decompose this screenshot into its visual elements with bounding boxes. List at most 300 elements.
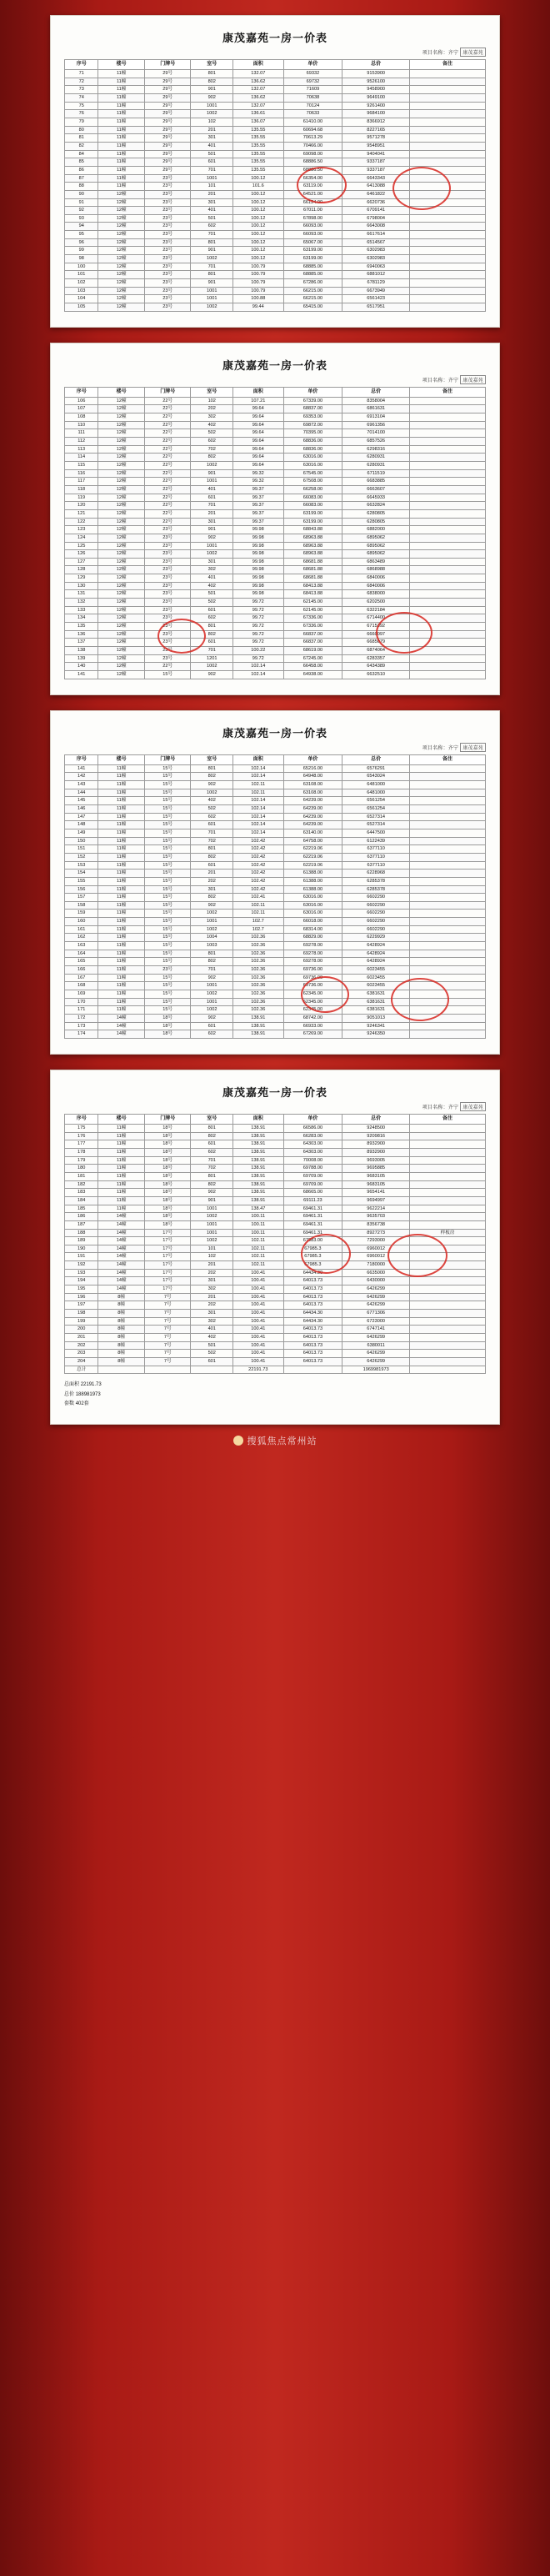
table-cell: 22号 <box>144 454 191 462</box>
table-cell: 11幢 <box>98 918 145 926</box>
table-row <box>65 231 486 239</box>
table-cell: 69872.00 <box>283 421 342 429</box>
table-body-4 <box>65 1124 486 1373</box>
table-cell: 602 <box>191 1148 233 1156</box>
col-room: 室号 <box>191 60 233 70</box>
table-cell: 100.12 <box>232 238 283 247</box>
table-cell: 402 <box>191 1334 233 1342</box>
table-cell: 135.55 <box>232 142 283 150</box>
table-cell: 12幢 <box>98 623 145 631</box>
table-row <box>65 526 486 534</box>
table-cell: 22号 <box>144 478 191 486</box>
table-cell: 93 <box>65 214 98 223</box>
table-cell: 401 <box>191 574 233 583</box>
table-cell: 66215.00 <box>283 295 342 303</box>
table-cell <box>410 126 486 134</box>
table-cell: 135.55 <box>232 134 283 143</box>
col-area: 面积 <box>232 387 283 397</box>
page-subtitle-text: 项目名称：齐宁 <box>422 1105 459 1110</box>
table-row <box>65 1196 486 1205</box>
table-cell: 6602290 <box>342 918 410 926</box>
table-cell: 70466.00 <box>283 142 342 150</box>
table-cell: 144 <box>65 789 98 797</box>
table-cell: 8幢 <box>98 1326 145 1334</box>
table-cell: 11幢 <box>98 813 145 821</box>
table-cell: 111 <box>65 429 98 438</box>
table-cell: 18号 <box>144 1189 191 1197</box>
table-cell: 11幢 <box>98 966 145 975</box>
table-cell <box>410 821 486 829</box>
watermark-badge <box>233 1434 318 1447</box>
table-cell: 1002 <box>191 990 233 999</box>
table-cell <box>410 1124 486 1132</box>
table-row <box>65 861 486 870</box>
table-cell: 151 <box>65 845 98 854</box>
table-cell: 22号 <box>144 413 191 422</box>
table-cell: 8幢 <box>98 1334 145 1342</box>
table-row <box>65 478 486 486</box>
table-cell: 62345.00 <box>283 990 342 999</box>
table-cell: 64239.00 <box>283 804 342 813</box>
table-cell: 90 <box>65 190 98 198</box>
table-cell: 100.79 <box>232 287 283 295</box>
table-cell: 18号 <box>144 1015 191 1023</box>
table-cell: 158 <box>65 901 98 910</box>
table-cell: 23号 <box>144 287 191 295</box>
table-cell: 67983.00 <box>283 1237 342 1245</box>
table-cell: 100.41 <box>232 1310 283 1318</box>
table-cell <box>410 166 486 174</box>
table-cell: 163 <box>65 942 98 950</box>
table-cell: 6527314 <box>342 821 410 829</box>
table-cell: 102.36 <box>232 950 283 958</box>
table-cell: 12幢 <box>98 663 145 671</box>
table-cell <box>410 78 486 86</box>
table-cell: 70613.29 <box>283 134 342 143</box>
table-cell: 11幢 <box>98 853 145 861</box>
table-cell: 6685079 <box>342 639 410 647</box>
table-cell: 8358004 <box>342 397 410 405</box>
table-cell <box>410 574 486 583</box>
table-cell: 802 <box>191 1132 233 1140</box>
table-cell: 99.37 <box>232 502 283 510</box>
table-cell: 12幢 <box>98 223 145 231</box>
table-cell: 801 <box>191 70 233 78</box>
table-cell: 110 <box>65 421 98 429</box>
table-cell: 6857526 <box>342 437 410 445</box>
table-cell: 23号 <box>144 623 191 631</box>
table-cell: 23号 <box>144 606 191 614</box>
table-cell: 101 <box>191 183 233 191</box>
table-body-2 <box>65 397 486 679</box>
table-cell: 9684100 <box>342 110 410 118</box>
table-cell: 801 <box>191 764 233 773</box>
table-cell: 69788.00 <box>283 1165 342 1173</box>
table-cell: 117 <box>65 478 98 486</box>
table-cell: 802 <box>191 630 233 639</box>
table-cell: 175 <box>65 1124 98 1132</box>
table-cell: 202 <box>191 405 233 413</box>
table-row <box>65 502 486 510</box>
table-row <box>65 925 486 934</box>
table-cell: 6023455 <box>342 974 410 982</box>
price-table <box>64 754 486 1039</box>
table-row <box>65 1358 486 1366</box>
table-cell: 85 <box>65 158 98 167</box>
table-cell: 64434.30 <box>283 1317 342 1326</box>
table-cell: 1001 <box>191 982 233 990</box>
table-row <box>65 773 486 781</box>
table-cell: 12幢 <box>98 397 145 405</box>
table-cell: 23号 <box>144 198 191 207</box>
table-cell: 301 <box>191 1277 233 1285</box>
table-row <box>65 279 486 288</box>
table-cell: 6426299 <box>342 1285 410 1294</box>
document-viewer <box>0 15 550 1491</box>
table-cell: 302 <box>191 566 233 574</box>
table-cell: 138.91 <box>232 1022 283 1030</box>
table-cell <box>410 1132 486 1140</box>
table-cell: 901 <box>191 86 233 94</box>
table-row <box>65 1293 486 1301</box>
table-cell: 62345.00 <box>283 998 342 1006</box>
table-cell <box>410 853 486 861</box>
table-cell: 99.64 <box>232 429 283 438</box>
table-cell: 102.11 <box>232 910 283 918</box>
table-cell: 64013.73 <box>283 1293 342 1301</box>
col-area: 面积 <box>232 1114 283 1124</box>
table-cell: 11幢 <box>98 150 145 158</box>
col-unitprice: 单价 <box>283 387 342 397</box>
table-cell: 6747141 <box>342 1326 410 1334</box>
table-cell: 102.11 <box>232 1245 283 1253</box>
table-cell: 100.41 <box>232 1285 283 1294</box>
table-body-3 <box>65 764 486 1038</box>
table-cell: 100.12 <box>232 174 283 183</box>
table-cell: 1003 <box>191 942 233 950</box>
table-cell <box>410 214 486 223</box>
table-cell: 12幢 <box>98 231 145 239</box>
table-cell <box>410 1220 486 1229</box>
table-cell <box>410 86 486 94</box>
table-cell <box>410 894 486 902</box>
table-cell: 142 <box>65 773 98 781</box>
table-cell: 63016.00 <box>283 454 342 462</box>
table-cell: 902 <box>191 1189 233 1197</box>
table-cell <box>410 526 486 534</box>
table-cell <box>410 877 486 885</box>
table-cell: 22号 <box>144 509 191 518</box>
table-cell: 100.12 <box>232 255 283 263</box>
table-cell: 502 <box>191 599 233 607</box>
table-cell: 701 <box>191 166 233 174</box>
table-cell: 68413.88 <box>283 582 342 590</box>
table-cell: 901 <box>191 279 233 288</box>
table-cell: 12幢 <box>98 558 145 566</box>
table-cell: 68413.88 <box>283 590 342 599</box>
table-cell: 23号 <box>144 238 191 247</box>
table-cell: 6426299 <box>342 1293 410 1301</box>
table-cell: 135.55 <box>232 126 283 134</box>
table-cell: 11幢 <box>98 934 145 942</box>
table-cell <box>410 663 486 671</box>
table-cell: 135 <box>65 623 98 631</box>
table-cell: 132.07 <box>232 102 283 110</box>
table-cell: 18号 <box>144 1220 191 1229</box>
table-cell: 15号 <box>144 877 191 885</box>
table-cell: 99.44 <box>232 303 283 312</box>
table-cell: 18号 <box>144 1156 191 1165</box>
table-cell: 6617614 <box>342 231 410 239</box>
table-cell: 9051013 <box>342 1015 410 1023</box>
table-cell: 12幢 <box>98 630 145 639</box>
table-cell: 15号 <box>144 982 191 990</box>
col-index: 序号 <box>65 754 98 764</box>
table-cell <box>410 885 486 894</box>
table-row <box>65 590 486 599</box>
table-cell: 95 <box>65 231 98 239</box>
table-cell: 12幢 <box>98 606 145 614</box>
table-cell <box>410 599 486 607</box>
table-cell: 901 <box>191 247 233 255</box>
table-cell: 100.41 <box>232 1269 283 1277</box>
table-cell: 62219.06 <box>283 861 342 870</box>
table-cell: 202 <box>191 877 233 885</box>
table-cell <box>410 110 486 118</box>
table-cell <box>410 190 486 198</box>
table-cell: 总计 <box>65 1366 98 1374</box>
table-cell: 102.14 <box>232 764 283 773</box>
table-cell: 9246341 <box>342 1022 410 1030</box>
table-cell: 602 <box>191 1030 233 1039</box>
table-cell: 601 <box>191 639 233 647</box>
table-cell: 12幢 <box>98 478 145 486</box>
table-row <box>65 1237 486 1245</box>
table-cell: 70395.00 <box>283 429 342 438</box>
table-cell: 1001 <box>191 478 233 486</box>
table-cell: 11幢 <box>98 110 145 118</box>
table-cell <box>410 837 486 845</box>
table-row <box>65 1350 486 1358</box>
table-row <box>65 1317 486 1326</box>
table-cell <box>410 606 486 614</box>
table-cell: 91 <box>65 198 98 207</box>
table-cell: 100.41 <box>232 1293 283 1301</box>
table-cell: 63016.00 <box>283 901 342 910</box>
page-subtitle-text: 项目名称：齐宁 <box>422 378 459 383</box>
summary-count-value: 402套 <box>75 1401 89 1407</box>
table-cell: 11幢 <box>98 804 145 813</box>
table-cell <box>410 1334 486 1342</box>
table-row <box>65 942 486 950</box>
table-cell: 12幢 <box>98 445 145 454</box>
table-cell: 201 <box>191 1261 233 1270</box>
sohu-logo-icon <box>233 1436 243 1446</box>
table-cell: 12幢 <box>98 461 145 469</box>
table-cell: 11幢 <box>98 829 145 837</box>
table-row <box>65 870 486 878</box>
table-cell: 202 <box>191 1301 233 1310</box>
table-cell: 23号 <box>144 263 191 271</box>
table-row <box>65 70 486 78</box>
table-cell: 102.36 <box>232 1006 283 1015</box>
table-cell: 6882000 <box>342 526 410 534</box>
table-cell: 23号 <box>144 295 191 303</box>
price-table <box>64 387 486 679</box>
table-cell: 7号 <box>144 1326 191 1334</box>
table-cell: 6413088 <box>342 183 410 191</box>
table-cell: 99.64 <box>232 421 283 429</box>
table-cell: 15号 <box>144 910 191 918</box>
table-cell: 72 <box>65 78 98 86</box>
table-cell: 401 <box>191 485 233 494</box>
table-cell: 22191.73 <box>232 1366 283 1374</box>
table-cell: 12幢 <box>98 574 145 583</box>
table-cell: 23号 <box>144 183 191 191</box>
table-cell <box>410 1350 486 1358</box>
table-cell: 6683885 <box>342 478 410 486</box>
table-cell: 60694.68 <box>283 126 342 134</box>
table-cell: 126 <box>65 550 98 559</box>
table-row <box>65 998 486 1006</box>
table-cell <box>410 255 486 263</box>
table-row <box>65 110 486 118</box>
table-cell <box>410 454 486 462</box>
table-cell: 11幢 <box>98 877 145 885</box>
table-cell: 70124 <box>283 102 342 110</box>
table-cell: 6840006 <box>342 582 410 590</box>
table-cell: 15号 <box>144 885 191 894</box>
table-cell <box>410 198 486 207</box>
table-cell: 102.14 <box>232 663 283 671</box>
table-cell: 11幢 <box>98 925 145 934</box>
table-row <box>65 566 486 574</box>
table-cell: 6895062 <box>342 550 410 559</box>
table-row <box>65 599 486 607</box>
table-cell <box>410 174 486 183</box>
table-cell: 66837.00 <box>283 639 342 647</box>
table-row <box>65 639 486 647</box>
table-cell: 181 <box>65 1172 98 1180</box>
table-cell: 102.14 <box>232 804 283 813</box>
table-row <box>65 1030 486 1039</box>
table-cell: 82 <box>65 142 98 150</box>
table-cell: 12幢 <box>98 639 145 647</box>
table-cell: 201 <box>191 509 233 518</box>
table-cell: 68314.00 <box>283 925 342 934</box>
table-cell: 179 <box>65 1156 98 1165</box>
table-cell: 138.91 <box>232 1148 283 1156</box>
table-cell: 29号 <box>144 150 191 158</box>
table-cell <box>410 974 486 982</box>
table-cell <box>410 990 486 999</box>
table-cell: 9153900 <box>342 70 410 78</box>
table-cell: 11幢 <box>98 1180 145 1189</box>
table-cell: 141 <box>65 671 98 679</box>
table-cell: 9683105 <box>342 1172 410 1180</box>
table-row <box>65 134 486 143</box>
table-cell: 102.36 <box>232 982 283 990</box>
table-cell <box>410 1358 486 1366</box>
table-cell: 64013.73 <box>283 1326 342 1334</box>
table-cell: 11幢 <box>98 797 145 805</box>
col-total: 总价 <box>342 60 410 70</box>
table-row <box>65 445 486 454</box>
table-cell: 153 <box>65 861 98 870</box>
table-cell <box>410 1189 486 1197</box>
table-cell: 18号 <box>144 1030 191 1039</box>
table-cell: 157 <box>65 894 98 902</box>
table-cell: 8幢 <box>98 1310 145 1318</box>
table-cell: 189 <box>65 1237 98 1245</box>
table-cell <box>410 639 486 647</box>
table-cell: 138.91 <box>232 1172 283 1180</box>
table-cell: 22号 <box>144 485 191 494</box>
table-cell: 64013.73 <box>283 1301 342 1310</box>
table-row <box>65 1148 486 1156</box>
table-cell: 9571278 <box>342 134 410 143</box>
table-cell: 1001 <box>191 1205 233 1213</box>
table-cell <box>410 542 486 550</box>
table-row <box>65 1326 486 1334</box>
table-cell <box>98 1366 145 1374</box>
table-cell <box>410 1269 486 1277</box>
table-cell: 7号 <box>144 1341 191 1350</box>
table-cell: 203 <box>65 1350 98 1358</box>
table-cell: 501 <box>191 1341 233 1350</box>
col-total: 总价 <box>342 754 410 764</box>
table-cell: 99.98 <box>232 534 283 542</box>
table-cell: 6428924 <box>342 950 410 958</box>
table-cell: 61410.00 <box>283 118 342 126</box>
table-cell: 64434.30 <box>283 1310 342 1318</box>
table-cell <box>410 93 486 102</box>
table-cell: 64239.00 <box>283 821 342 829</box>
project-stamp: 康茂嘉苑 <box>460 1102 486 1111</box>
table-cell <box>410 1245 486 1253</box>
table-cell: 6023455 <box>342 966 410 975</box>
table-cell: 102.14 <box>232 821 283 829</box>
price-table-page-4 <box>50 1070 500 1426</box>
project-stamp: 康茂嘉苑 <box>460 743 486 752</box>
table-row <box>65 150 486 158</box>
table-cell: 11幢 <box>98 126 145 134</box>
table-cell: 7号 <box>144 1301 191 1310</box>
table-cell: 15号 <box>144 870 191 878</box>
table-cell: 61388.00 <box>283 885 342 894</box>
table-cell: 167 <box>65 974 98 982</box>
table-cell: 6280931 <box>342 454 410 462</box>
table-cell: 6643008 <box>342 223 410 231</box>
table-cell: 23号 <box>144 255 191 263</box>
table-cell: 70633 <box>283 110 342 118</box>
table-cell: 132.07 <box>232 86 283 94</box>
table-cell: 69732 <box>283 78 342 86</box>
table-cell: 9695885 <box>342 1165 410 1173</box>
table-cell: 23号 <box>144 566 191 574</box>
table-row <box>65 126 486 134</box>
table-cell: 6434389 <box>342 663 410 671</box>
table-cell: 8932900 <box>342 1148 410 1156</box>
table-cell: 1001 <box>191 174 233 183</box>
table-cell: 9458900 <box>342 86 410 94</box>
table-cell: 6481000 <box>342 789 410 797</box>
table-cell: 131 <box>65 590 98 599</box>
table-cell: 602 <box>191 813 233 821</box>
table-cell: 201 <box>191 870 233 878</box>
table-header-row <box>65 387 486 397</box>
table-cell: 70638 <box>283 93 342 102</box>
